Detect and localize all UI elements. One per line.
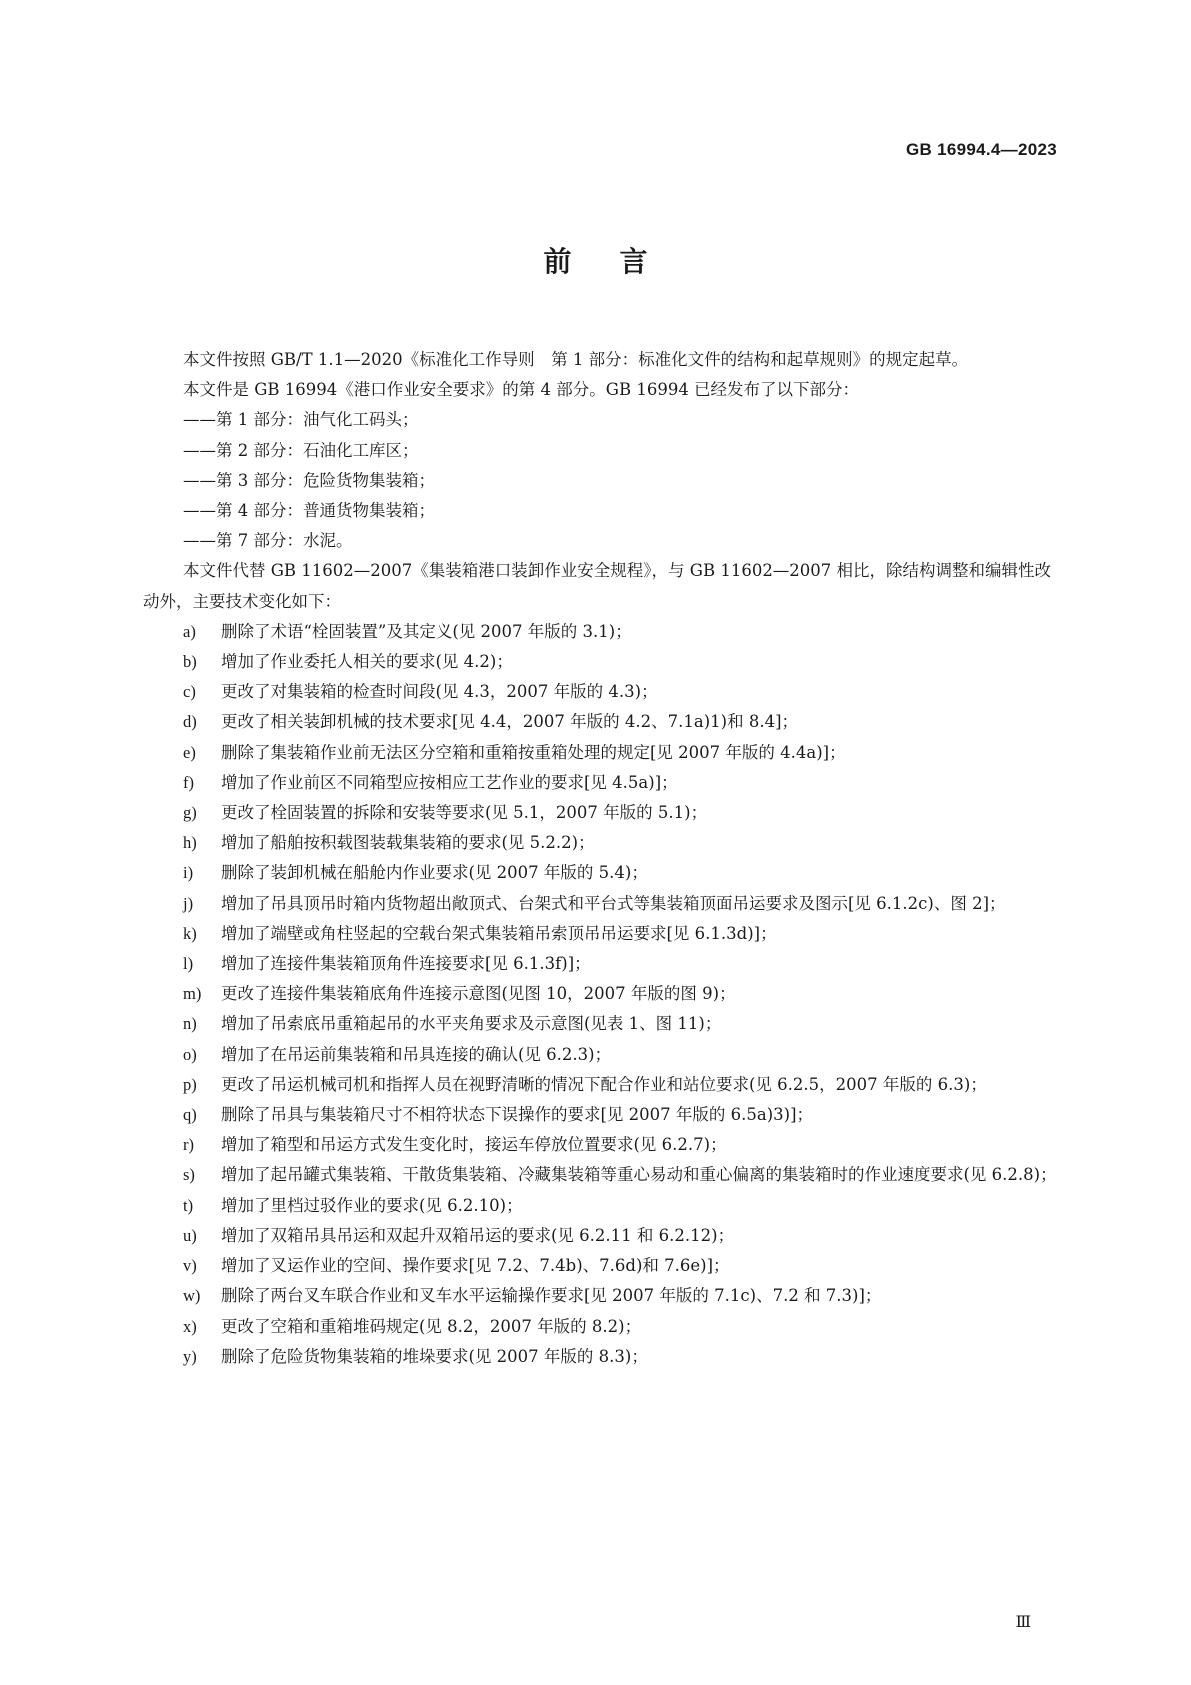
list-item-text: 更改了吊运机械司机和指挥人员在视野清晰的情况下配合作业和站位要求(见 6.2.5，2007 年版的 6.3)； xyxy=(221,1074,987,1094)
list-item-mark: j) xyxy=(183,893,194,913)
list-item-text: 增加了箱型和吊运方式发生变化时，接运车停放位置要求(见 6.2.7)； xyxy=(221,1135,727,1155)
list-item xyxy=(143,1281,1061,1311)
list-item xyxy=(143,828,1061,858)
part-item: ——第 1 部分：油气化工码头； xyxy=(183,410,419,430)
list-item xyxy=(143,1251,1061,1281)
list-item-mark: n) xyxy=(183,1014,197,1034)
list-item xyxy=(143,949,1061,979)
list-item xyxy=(143,798,1061,828)
list-item xyxy=(143,1040,1061,1070)
list-item-text: 增加了船舶按积载图装载集装箱的要求(见 5.2.2)； xyxy=(221,833,595,853)
list-item-text: 增加了作业委托人相关的要求(见 4.2)； xyxy=(221,652,513,672)
list-item-mark: b) xyxy=(183,652,197,672)
list-item-mark: s) xyxy=(183,1165,195,1185)
list-item-mark: v) xyxy=(183,1256,197,1276)
list-item-mark: l) xyxy=(183,954,194,974)
list-item xyxy=(143,858,1061,888)
list-item-text: 更改了对集装箱的检查时间段(见 4.3，2007 年版的 4.3)； xyxy=(221,682,658,702)
list-item-mark: c) xyxy=(183,682,196,702)
list-item-text: 删除了集装箱作业前无法区分空箱和重箱按重箱处理的规定[见 2007 年版的 4.4a)]； xyxy=(221,742,846,762)
part-item: ——第 2 部分：石油化工库区； xyxy=(183,440,419,460)
list-item xyxy=(143,707,1061,737)
list-item-mark: k) xyxy=(183,923,197,943)
list-item-text: 增加了连接件集装箱顶角件连接要求[见 6.1.3f)]； xyxy=(221,954,591,974)
list-item-text: 增加了作业前区不同箱型应按相应工艺作业的要求[见 4.5a)]； xyxy=(221,772,678,792)
part-item: ——第 3 部分：危险货物集装箱； xyxy=(183,470,435,490)
list-item-mark: g) xyxy=(183,803,197,823)
list-item xyxy=(143,979,1061,1009)
list-item-mark: u) xyxy=(183,1225,197,1245)
list-item xyxy=(143,768,1061,798)
intro-paragraph-3: 本文件代替 GB 11602—2007《集装箱港口装卸作业安全规程》，与 GB 11602—2007 相比，除结构调整和编辑性改动外，主要技术变化如下： xyxy=(143,561,1052,611)
list-item-mark: h) xyxy=(183,833,197,853)
list-item-text: 增加了吊具顶吊时箱内货物超出敞顶式、台架式和平台式等集装箱顶面吊运要求及图示[见 6.1.2c)、图 2]； xyxy=(221,893,1006,913)
list-item-mark: y) xyxy=(183,1346,197,1366)
list-item-text: 删除了术语“栓固装置”及其定义(见 2007 年版的 3.1)； xyxy=(221,621,632,641)
list-item-text: 增加了吊索底吊重箱起吊的水平夹角要求及示意图(见表 1、图 11)； xyxy=(221,1014,722,1034)
page-title: 前言 xyxy=(543,245,696,278)
list-item-text: 增加了端壁或角柱竖起的空载台架式集装箱吊索顶吊吊运要求[见 6.1.3d)]； xyxy=(221,923,777,943)
intro-paragraph-1: 本文件按照 GB/T 1.1—2020《标准化工作导则 第 1 部分：标准化文件的结构和起草规则》的规定起草。 xyxy=(183,350,969,369)
list-item-mark: o) xyxy=(183,1044,197,1064)
list-item-text: 删除了危险货物集装箱的堆垛要求(见 2007 年版的 8.3)； xyxy=(221,1346,648,1366)
list-item xyxy=(143,1100,1061,1130)
list-item-text: 增加了里档过驳作业的要求(见 6.2.10)； xyxy=(221,1195,523,1215)
list-item-mark: a) xyxy=(183,621,196,641)
list-item xyxy=(143,1342,1061,1372)
list-item xyxy=(143,1221,1061,1251)
list-item xyxy=(143,1130,1061,1160)
intro-paragraph-2: 本文件是 GB 16994《港口作业安全要求》的第 4 部分。GB 16994 已经发布了以下部分： xyxy=(183,380,860,400)
page-number: Ⅲ xyxy=(1015,1614,1031,1631)
list-item-mark: e) xyxy=(183,742,196,762)
technical-changes-list xyxy=(143,617,1061,1372)
list-item xyxy=(143,1160,1061,1190)
list-item-mark: m) xyxy=(183,984,202,1004)
list-item-mark: r) xyxy=(183,1135,194,1155)
list-item-text: 更改了空箱和重箱堆码规定(见 8.2，2007 年版的 8.2)； xyxy=(221,1316,642,1336)
list-item xyxy=(143,1191,1061,1221)
part-item: ——第 4 部分：普通货物集装箱； xyxy=(183,501,435,521)
document-body xyxy=(143,345,1061,1372)
list-item-text: 更改了连接件集装箱底角件连接示意图(见图 10，2007 年版的图 9)； xyxy=(221,984,736,1004)
list-item xyxy=(143,1070,1061,1100)
list-item-mark: i) xyxy=(183,863,194,883)
list-item xyxy=(143,1009,1061,1039)
list-item-text: 增加了双箱吊具吊运和双起升双箱吊运的要求(见 6.2.11 和 6.2.12)； xyxy=(221,1225,735,1245)
list-item-text: 删除了两台叉车联合作业和叉车水平运输操作要求[见 2007 年版的 7.1c)、7.2 和 7.3)]； xyxy=(221,1286,882,1306)
list-item-text: 更改了相关装卸机械的技术要求[见 4.4，2007 年版的 4.2、7.1a)1)和 8.4]； xyxy=(221,712,799,732)
list-item-text: 删除了吊具与集装箱尺寸不相符状态下误操作的要求[见 2007 年版的 6.5a)3)]； xyxy=(221,1105,814,1125)
list-item-mark: w) xyxy=(183,1286,201,1306)
list-item-mark: p) xyxy=(183,1074,197,1094)
list-item-mark: t) xyxy=(183,1195,194,1215)
list-item-text: 增加了起吊罐式集装箱、干散货集装箱、冷藏集装箱等重心易动和重心偏离的集装箱时的作业速度要求(见 6.2.8)； xyxy=(221,1165,1057,1185)
list-item-text: 更改了栓固装置的拆除和安装等要求(见 5.1，2007 年版的 5.1)； xyxy=(221,803,708,823)
list-item xyxy=(143,647,1061,677)
list-item xyxy=(143,919,1061,949)
part-item: ——第 7 部分：水泥。 xyxy=(183,531,353,551)
list-item-mark: d) xyxy=(183,712,197,732)
list-item-text: 增加了叉运作业的空间、操作要求[见 7.2、7.4b)、7.6d)和 7.6e)]； xyxy=(221,1256,730,1276)
document-code: GB 16994.4—2023 xyxy=(906,140,1057,159)
list-item xyxy=(143,738,1061,768)
parts-list xyxy=(143,405,1061,556)
list-item xyxy=(143,677,1061,707)
list-item-mark: q) xyxy=(183,1105,197,1125)
list-item-text: 增加了在吊运前集装箱和吊具连接的确认(见 6.2.3)； xyxy=(221,1044,612,1064)
list-item-text: 删除了装卸机械在船舱内作业要求(见 2007 年版的 5.4)； xyxy=(221,863,648,883)
list-item-mark: f) xyxy=(183,772,194,792)
list-item xyxy=(143,1312,1061,1342)
list-item xyxy=(143,889,1061,919)
list-item xyxy=(143,617,1061,647)
list-item-mark: x) xyxy=(183,1316,197,1336)
